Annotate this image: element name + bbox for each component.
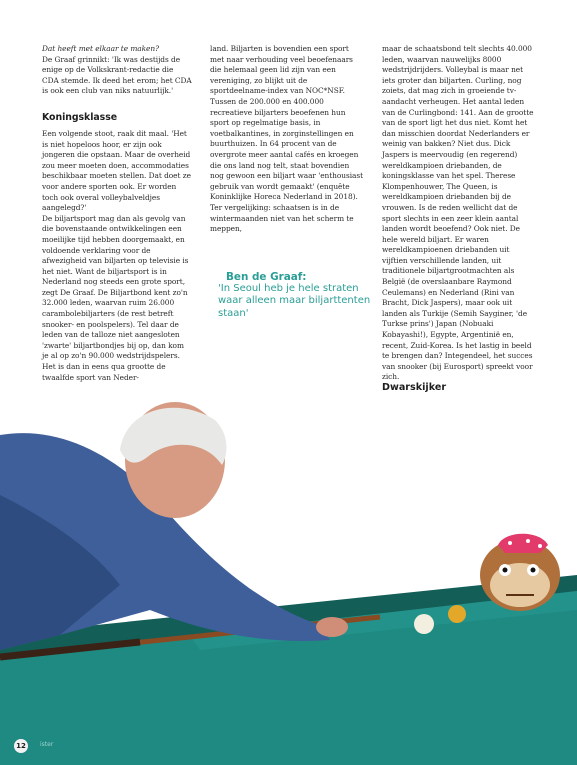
article-column-3 <box>382 44 537 383</box>
intro-paragraph: De Graaf grinnikt: 'Ik was destijds de enige op de Volkskrant-redactie die CDA stemde. Ik deed het erom; het CDA is ook een club van niks natuurlijk.' <box>42 54 192 96</box>
section-heading-dwarskijker: Dwarskijker <box>382 382 447 393</box>
article-column-2 <box>210 44 365 235</box>
article-column-3-lower <box>382 382 542 508</box>
paragraph: land. Biljarten is bovendien een sport met naar verhouding veel beoefenaars die helemaal geen lid zijn van een vereniging, zo blijkt uit de sportdeelname-index van NOC*NSF. Tussen de 200.000 en 400.000 recreatieve biljarters beoefenen hun sport op regelmatige basis, in voetbalkantines, in zorginstellingen en buurthuizen. In 64 procent van de overgrote meer aantal cafés en kroegen die ons land nog telt, staat bovendien nog gewoon een biljart waar 'enthousiast gebruik van wordt gemaakt' (enquête Koninklijke Horeca Nederland in 2018). Ter vergelijking: schaatsen is in de wintermaanden niet van het scherm te meppen, <box>210 44 364 234</box>
paragraph: maar de schaatsbond telt slechts 40.000 leden, waarvan nauwelijks 8000 wedstrijdrijders. Volleybal is maar net iets groter dan biljarten. Curling, nog zoiets, dat mag zich in groeiende tv-aandacht verheugen. Het aantal leden van de Curlingbond: 141. Aan de grootte van de sport ligt het dus niet. Komt het dan misschien doordat Nederlanders er weinig van bakken? Niet dus. Dick Jaspers is meervoudig (en regerend) wereldkampioen driebanden, de koningsklasse van het spel. Therese Klompenhouwer, The Queen, is wereldkampioen driebanden bij de vrouwen. Is de reden wellicht dat de sport slechts in een zeer klein aantal landen wordt beoefend? Ook niet. De hele wereld biljart. Er waren wereldkampioenen driebanden uit vijftien verschillende landen, uit traditionele biljartgrootmachten als België (de overslaanbare Raymond Ceulemans) en Nederland (Rini van Bracht, Dick Jaspers), maar ook uit landen als Turkije (Semih Sayginer, 'de Turkse prins') Japan (Nobuaki Kobayashi!), Egypte, Argentinië en, recent, Zuid-Korea. Is het lastig in beeld te brengen dan? Integendeel, het succes van snooker (bij Eurosport) spreekt voor zich. <box>382 44 534 382</box>
paragraph: Een volgende stoot, raak dit maal. 'Het is niet hopeloos hoor, er zijn ook jongeren die opstaan. Maar de overheid zou meer moeten doen, accommodaties beschikbaar moeten stellen. Dat doet ze voor andere sporten ook. Er worden toch ook overal volleybalveldjes aangelegd?' <box>42 128 191 213</box>
paragraph: De Graaf heeft de verklaring ook al paraat. 'Toen ik bij Studio Sport werkte, dachten ze waarschijnlijk ha, ha, zij is we van het biljarten af. De meeste mensen vinden het natuurlijk een saaie en oubollige sport. Zie wordt gekozen voor makkelijke sporten. Dan is het wel: voetbal, schaatsen, een beetje wielrennen. Dan is de massa tevreden. De publieke omroep verwaarloost zijn taak, hij zou een representatief <box>382 396 542 508</box>
page-number: 12 <box>14 739 28 753</box>
section-heading-koningsklasse: Koningsklasse <box>42 111 118 123</box>
yellow-ball <box>448 605 466 623</box>
pull-quote-author: Ben de Graaf: <box>226 271 307 283</box>
pull-quote-text: 'In Seoul heb je hele straten waar alleen maar biljarttenten staan' <box>218 283 371 319</box>
white-ball <box>414 614 434 634</box>
article-column-1 <box>42 44 192 383</box>
intro-question: Dat heeft met elkaar te maken? <box>42 44 160 53</box>
paragraph: De biljartsport mag dan als gevolg van die bovenstaande ontwikkelingen een moeilijke tijd hebben doorgemaakt, en voldoende verklaring voor de afwezigheid van biljarten op televisie is het niet. Want de biljartsport is in Nederland nog steeds een grote sport, zegt De Graaf. De Biljartbond kent zo'n 32.000 leden, waarvan ruim 26.000 carambolebiljarters (de rest betreft snooker- en poolspelers). Tel daar de leden van de talloze niet aangesloten 'zwarte' biljartbondjes bij op, dan kom je al op zo'n 90.000 wedstrijdspelers. Het is dan in eens qua grootte de twaalfde sport van Neder- <box>42 213 189 382</box>
pull-quote <box>212 271 384 320</box>
magazine-name: ister <box>40 741 54 748</box>
